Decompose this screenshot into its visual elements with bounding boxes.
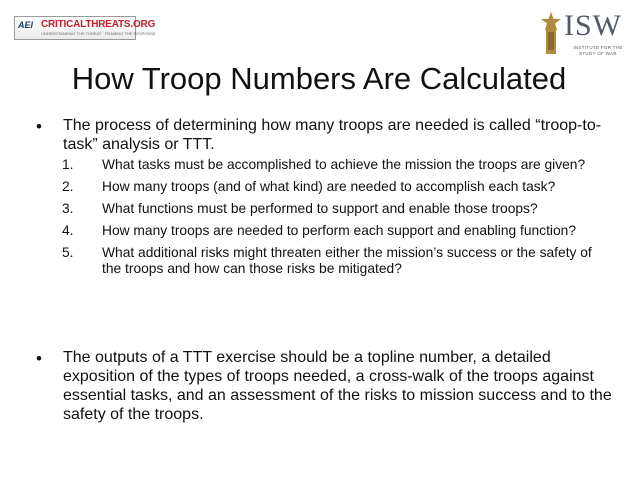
bullet-text: The process of determining how many troops are needed is called “troop-to-task” analysis or TTT. [63, 117, 602, 153]
list-item-text: What additional risks might threaten either the mission’s success or the safety of the troops and how can those risks be mitigated? [102, 245, 592, 276]
star-seal-icon [540, 12, 562, 56]
aei-logo-mark: AEI [18, 20, 34, 30]
list-item [62, 223, 602, 239]
critical-threats-tagline: UNDERSTANDING THE THREAT · FRAMING THE RESPONSE [41, 31, 156, 36]
isw-subtitle: INSTITUTE FOR THE STUDY OF WAR [573, 45, 623, 56]
list-item [62, 157, 602, 173]
list-number: 5. [62, 245, 74, 260]
list-item [62, 179, 602, 195]
bullet-marker: • [36, 117, 42, 136]
critical-threats-wordmark: CRITICALTHREATS.ORG [41, 19, 156, 30]
slide-title: How Troop Numbers Are Calculated [71, 61, 567, 96]
list-item [62, 245, 602, 277]
list-item-text: How many troops (and of what kind) are needed to accomplish each task? [102, 179, 556, 194]
list-number: 4. [62, 223, 74, 238]
numbered-list [62, 157, 602, 283]
isw-acronym: ISW [564, 9, 622, 42]
list-number: 3. [62, 201, 74, 216]
list-item-text: How many troops are needed to perform each support and enabling function? [102, 223, 576, 238]
list-number: 1. [62, 157, 74, 172]
bullet-marker: • [36, 349, 42, 368]
critical-threats-logo [14, 16, 156, 40]
list-item-text: What tasks must be accomplished to achieve the mission the troops are given? [102, 157, 586, 172]
list-number: 2. [62, 179, 74, 194]
list-item-text: What functions must be performed to support and enable those troops? [102, 201, 538, 216]
bullet-item [36, 116, 616, 154]
bullet-item [36, 348, 616, 424]
isw-logo [540, 10, 632, 60]
bullet-text: The outputs of a TTT exercise should be a topline number, a detailed exposition of the types of troops needed, a cross-walk of the troops against essential tasks, and an assessment of the risks to mission success and to the safety of the troops. [63, 349, 612, 423]
list-item [62, 201, 602, 217]
